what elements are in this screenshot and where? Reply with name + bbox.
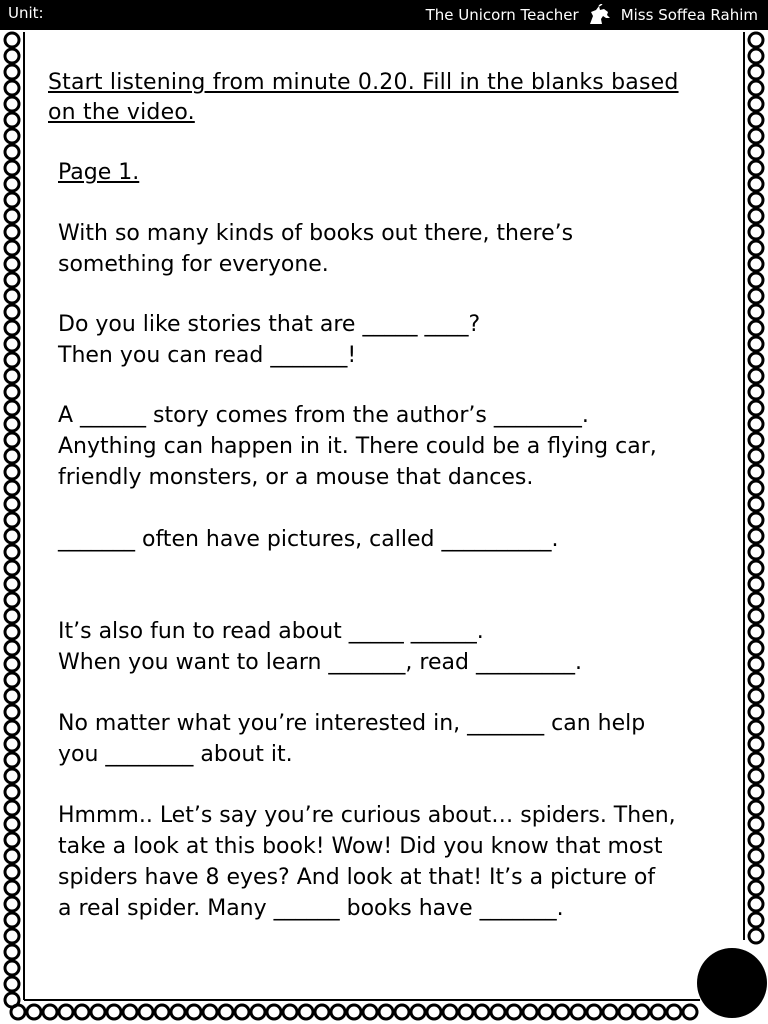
- paragraph-learning: It’s also fun to read about _____ ______. When you want to learn _______, read _________.: [58, 619, 582, 675]
- brand-name: The Unicorn Teacher: [425, 6, 579, 24]
- author-name: Miss Soffea Rahim: [620, 6, 758, 24]
- paragraph-pictures: _______ often have pictures, called __________.: [58, 527, 559, 552]
- corner-dot: [697, 948, 767, 1018]
- unit-label: Unit:: [8, 4, 44, 22]
- paragraph-story-origin: A ______ story comes from the author’s ________. Anything can happen in it. There could be a flying car, friendly monsters, or a mouse that dances.: [58, 403, 657, 490]
- instructions: Start listening from minute 0.20. Fill in the blanks based on the video.: [48, 70, 679, 125]
- paragraph-stories-question: Do you like stories that are _____ ____? Then you can read _______!: [58, 312, 481, 368]
- paragraph-spiders: Hmmm.. Let’s say you’re curious about… spiders. Then, take a look at this book! Wow! Did you know that most spiders have 8 eyes? And look at that! It’s a picture of a real spider. Many ______ books have _______.: [58, 803, 676, 921]
- paragraph-interests: No matter what you’re interested in, _______ can help you ________ about it.: [58, 711, 646, 767]
- page-label: Page 1.: [58, 160, 140, 185]
- paragraph-kinds-of-books: With so many kinds of books out there, there’s something for everyone.: [58, 221, 574, 277]
